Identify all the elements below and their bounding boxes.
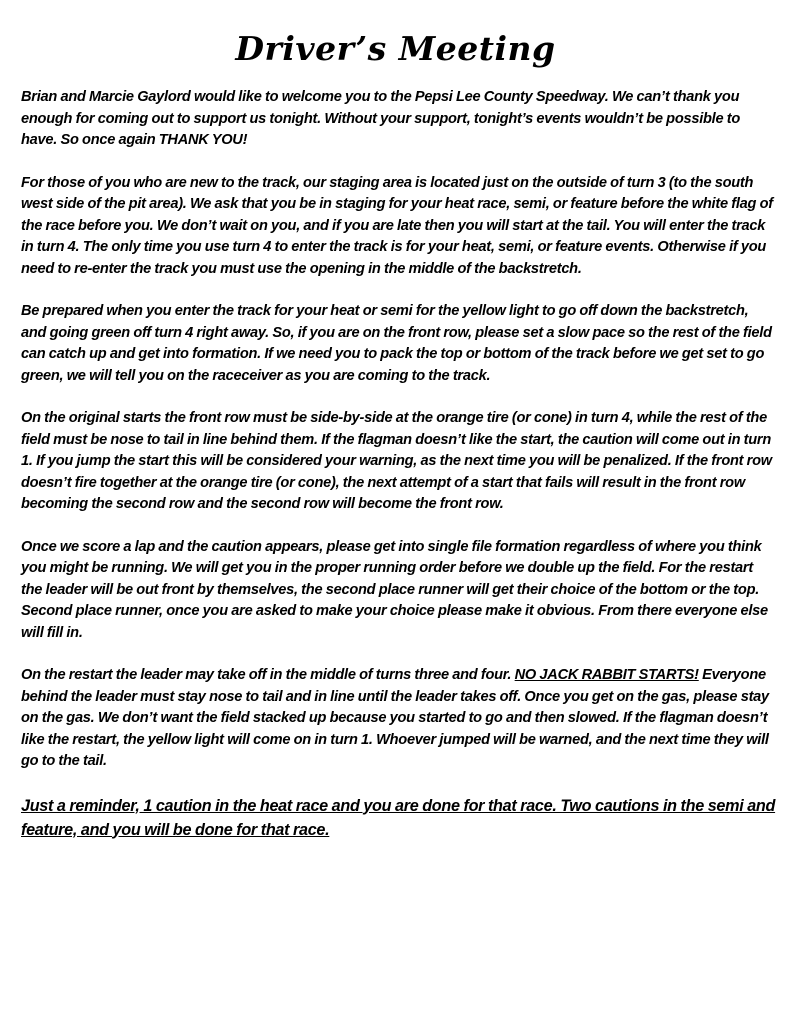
document-body bbox=[21, 87, 776, 863]
restart-paragraph bbox=[21, 665, 776, 773]
welcome-paragraph: Brian and Marcie Gaylord would like to welcome you to the Pepsi Lee County Speedway. We can’t thank you enough for coming out to support us tonight. Without your support, tonight’s events wouldn’t be possible to have. So once again THANK YOU! bbox=[21, 89, 741, 148]
reminder-paragraph: Just a reminder, 1 caution in the heat race and you are done for that race. Two cautions in the semi and feature, and you will be done for that race. bbox=[21, 796, 776, 839]
no-jack-rabbit-starts-emphasis: NO JACK RABBIT STARTS! bbox=[514, 667, 699, 683]
page-title: Driver’s Meeting bbox=[235, 29, 556, 68]
restart-text-after: Everyone behind the leader must stay nose to tail and in line until the leader takes off. Once you get on the gas, please stay on the gas. We don’t want the field stacked up because you started to go and then slowed. If the flagman doesn’t like the restart, the yellow light will come on in turn 1. Whoever jumped will be warned, and the next time they will go to the tail. bbox=[21, 667, 769, 769]
restart-text-before: On the restart the leader may take off in the middle of turns three and four. bbox=[21, 667, 515, 683]
staging-paragraph: For those of you who are new to the track, our staging area is located just on the outside of turn 3 (to the south west side of the pit area). We ask that you be in staging for your heat race, semi, or feature before the white flag of the race before you. We don’t wait on you, and if you are late then you will start at the tail. You will enter the track in turn 4. The only time you use turn 4 to enter the track is for your heat, semi, or feature events. Otherwise if you need to re-enter the track you must use the opening in the middle of the backstretch. bbox=[21, 174, 773, 277]
caution-paragraph: Once we score a lap and the caution appears, please get into single file formation regardless of where you think you might be running. We will get you in the proper running order before we double up the field. For the restart the leader will be out front by themselves, the second place runner will get their choice of the bottom or the top. Second place runner, once you are asked to make your choice please make it obvious. From there everyone else will fill in. bbox=[21, 538, 768, 641]
starts-paragraph: On the original starts the front row must be side-by-side at the orange tire (or cone) in turn 4, while the rest of the field must be nose to tail in line behind them. If the flagman doesn’t like the start, the caution will come out in turn 1. If you jump the start this will be considered your warning, as the next time you will be penalized. If the front row doesn’t fire together at the orange tire (or cone), the next attempt of a start that fails will result in the front row becoming the second row and the second row will become the front row. bbox=[21, 410, 772, 512]
prepared-paragraph: Be prepared when you enter the track for your heat or semi for the yellow light to go off down the backstretch, and going green off turn 4 right away. So, if you are on the front row, please set a slow pace so the rest of the field can catch up and get into formation. If we need you to pack the top or bottom of the track before we get set to go green, we will tell you on the raceceiver as you are coming to the track. bbox=[21, 303, 772, 384]
